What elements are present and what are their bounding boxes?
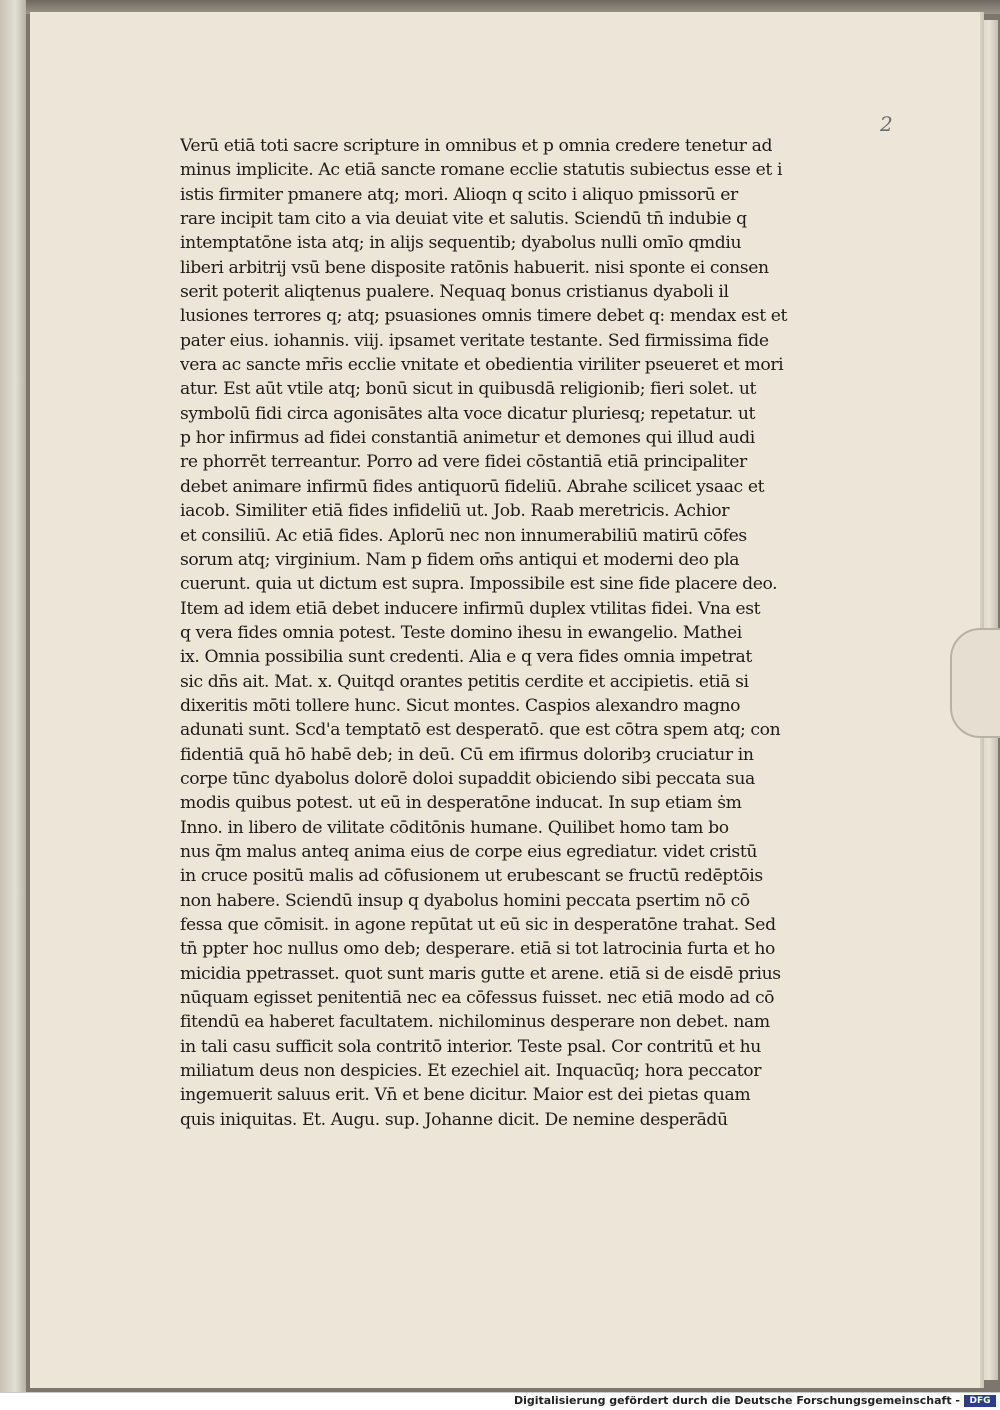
text-line: quis iniquitas. Et. Augu. sup. Johanne dicit. De nemine desperādū — [180, 1109, 728, 1130]
text-line: tn̄ ppter hoc nullus omo deb; desperare. etiā si tot latrocinia furta et ho — [180, 939, 775, 960]
text-line: dixeritis mōti tollere hunc. Sicut montes. Caspios alexandro magno — [180, 695, 741, 716]
text-line: in tali casu sufficit sola contritō interior. Teste psal. Cor contritū et hu — [180, 1036, 761, 1057]
text-line: ix. Omnia possibilia sunt credenti. Alia e q vera fides omnia impetrat — [180, 647, 752, 668]
text-line: minus implicite. Ac etiā sancte romane ecclie statutis subiectus esse et i — [180, 160, 783, 181]
text-column — [180, 134, 810, 1132]
dfg-logo-icon: DFG — [964, 1395, 996, 1407]
text-line: rare incipit tam cito a via deuiat vite et salutis. Sciendū tn̄ indubie q — [180, 209, 747, 230]
text-line: q vera fides omnia potest. Teste domino ihesu in ewangelio. Mathei — [180, 622, 742, 643]
scan-binding-edge — [0, 0, 26, 1392]
text-line: fessa que cōmisit. in agone repūtat ut eū sic in desperatōne trahat. Sed — [180, 915, 776, 935]
text-line: symbolū fidi circa agonisātes alta voce dicatur pluriesq; repetatur. ut — [180, 403, 756, 424]
text-line: ingemuerit saluus erit. Vn̄ et bene dicitur. Maior est dei pietas quam — [180, 1085, 751, 1106]
text-line: debet animare infirmū fides antiquorū fideliū. Abrahe scilicet ysaac et — [180, 476, 765, 497]
text-line: non habere. Sciendū insup q dyabolus homini peccata psertim nō cō — [180, 890, 750, 911]
text-line: sic dn̄s ait. Mat. x. Quitqd orantes petitis cerdite et accipietis. etiā si — [180, 671, 749, 692]
text-line: sorum atq; virginium. Nam p fidem om̄s antiqui et moderni deo pla — [180, 549, 740, 570]
text-line: miliatum deus non despicies. Et ezechiel ait. Inquacūq; hora peccator — [180, 1061, 762, 1082]
footer-bar — [0, 1392, 1000, 1410]
text-line: p hor infirmus ad fidei constantiā animetur et demones qui illud audi — [180, 428, 755, 449]
text-line: atur. Est aūt vtile atq; bonū sicut in quibusdā religionib; fieri solet. ut — [180, 379, 757, 400]
text-line: cuerunt. quia ut dictum est supra. Impossibile est sine fide placere deo. — [180, 574, 778, 595]
text-line: liberi arbitrij vsū bene disposite ratōnis habuerit. nisi sponte ei consen — [180, 257, 769, 278]
text-line: re phorrēt terreantur. Porro ad vere fidei cōstantiā etiā principaliter — [180, 452, 747, 473]
text-line: istis firmiter pmanere atq; mori. Alioqn q scito i aliquo pmissorū er — [180, 184, 738, 205]
text-line: vera ac sancte mr̄is ecclie vnitate et obedientia viriliter pseueret et mori — [180, 355, 784, 376]
text-line: fitendū ea haberet facultatem. nichilominus desperare non debet. nam — [180, 1012, 770, 1033]
text-line: modis quibus potest. ut eū in desperatōne inducat. In sup etiam ṡm — [180, 793, 742, 814]
text-line: lusiones terrores q; atq; psuasiones omnis timere debet q: mendax est et — [180, 306, 788, 327]
text-line: pater eius. iohannis. viij. ipsamet veritate testante. Sed firmissima fide — [180, 330, 769, 351]
text-line: iacob. Similiter etiā fides infideliū ut. Job. Raab meretricis. Achior — [180, 501, 730, 522]
text-line: et consiliū. Ac etiā fides. Aplorū nec non innumerabiliū matirū cōfes — [180, 525, 747, 546]
text-line: nus q̄m malus anteq anima eius de corpe eius egrediatur. videt cristū — [180, 841, 757, 862]
text-line: adunati sunt. Scd'a temptatō est desperatō. que est cōtra spem atq; con — [180, 720, 781, 741]
text-line: corpe tūnc dyabolus dolorē doloi supaddit obiciendo sibi peccata sua — [180, 768, 755, 789]
text-line: nūquam egisset penitentiā nec ea cōfessus fuisset. nec etiā modo ad cō — [180, 988, 775, 1009]
page-clip — [950, 628, 1000, 738]
text-line: Item ad idem etiā debet inducere infirmū duplex vtilitas fidei. Vna est — [180, 598, 761, 619]
folio-number: 2 — [880, 112, 893, 136]
text-line: micidia ppetrasset. quot sunt maris gutte et arene. etiā si de eisdē prius — [180, 963, 781, 984]
text-line: fidentiā quā hō habē deb; in deū. Cū em ifirmus doloribȝ cruciatur in — [180, 744, 754, 765]
text-line: serit poterit aliqtenus pualere. Nequaq bonus cristianus dyaboli il — [180, 282, 729, 303]
text-line: Inno. in libero de vilitate cōditōnis humane. Quilibet homo tam bo — [180, 817, 729, 838]
text-line: Verū etiā toti sacre scripture in omnibus et p omnia credere tenetur ad — [180, 136, 773, 156]
text-line: in cruce positū malis ad cōfusionem ut erubescant se fructū redēptōis — [180, 866, 763, 887]
text-line: intemptatōne ista atq; in alijs sequentib; dyabolus nulli omīo qmdiu — [180, 233, 742, 254]
funding-credit: Digitalisierung gefördert durch die Deutsche Forschungsgemeinschaft - — [513, 1394, 960, 1407]
